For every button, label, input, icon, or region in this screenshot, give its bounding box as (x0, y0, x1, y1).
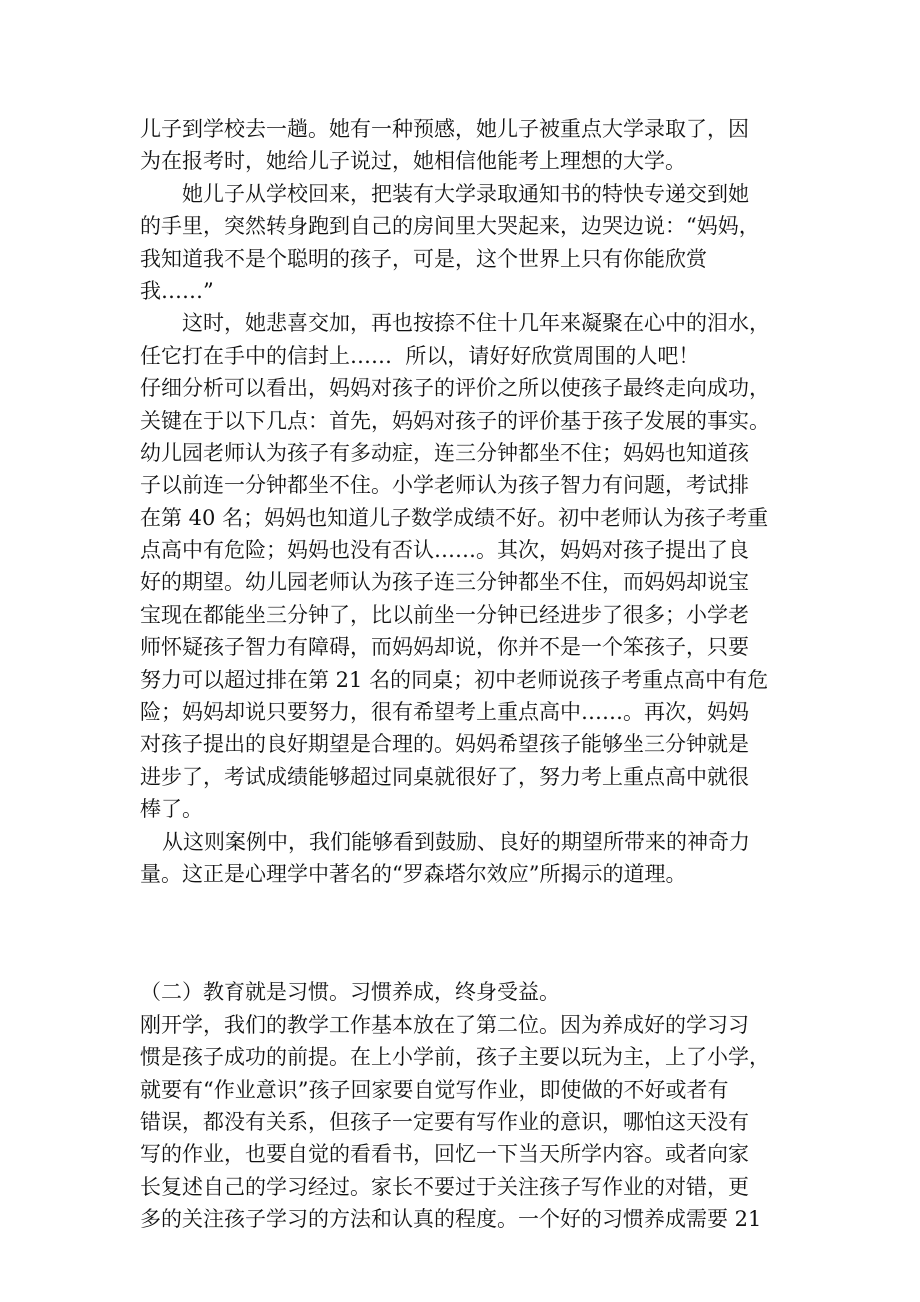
story-line: 我……” (140, 278, 214, 303)
section-line: 多的关注孩子学习的方法和认真的程度。一个好的习惯养成需要 21 (140, 1207, 762, 1232)
analysis-line: 险；妈妈却说只要努力，很有希望考上重点高中……。再次，妈妈 (140, 700, 749, 725)
analysis-line: 宝现在都能坐三分钟了，比以前坐一分钟已经进步了很多；小学老 (140, 602, 749, 627)
document-page (140, 113, 790, 1236)
story-line: 的手里，突然转身跑到自己的房间里大哭起来，边哭边说：“妈妈， (140, 214, 760, 239)
analysis-line: 努力可以超过排在第 21 名的同桌；初中老师说孩子考重点高中有危 (140, 667, 769, 692)
analysis-line: 好的期望。幼儿园老师认为孩子连三分钟都坐不住，而妈妈却说宝 (140, 570, 749, 595)
analysis-line: 进步了，考试成绩能够超过同桌就很好了，努力考上重点高中就很 (140, 764, 749, 789)
section-spacer (140, 890, 790, 976)
story-line: 儿子到学校去一趟。她有一种预感，她儿子被重点大学录取了，因 (140, 117, 749, 141)
analysis-line: 仔细分析可以看出，妈妈对孩子的评价之所以使孩子最终走向成功， (140, 376, 770, 401)
section-line: 错误，都没有关系，但孩子一定要有写作业的意识，哪怕这天没有 (140, 1109, 749, 1134)
section-heading: （二）教育就是习惯。习惯养成，终身受益。 (140, 980, 560, 1005)
story-line: 她儿子从学校回来，把装有大学录取通知书的特快专递交到她 (182, 181, 749, 206)
story-line: 这时，她悲喜交加，再也按捺不住十几年来凝聚在心中的泪水， (182, 311, 770, 336)
section-line: 就要有“作业意识”孩子回家要自觉写作业，即使做的不好或者有 (140, 1077, 729, 1102)
analysis-line: 关键在于以下几点：首先，妈妈对孩子的评价基于孩子发展的事实。 (140, 408, 770, 433)
section-line: 刚开学，我们的教学工作基本放在了第二位。因为养成好的学习习 (140, 1012, 749, 1037)
conclusion-line: 量。这正是心理学中著名的“罗森塔尔效应”所揭示的道理。 (140, 861, 687, 886)
section-line: 惯是孩子成功的前提。在上小学前，孩子主要以玩为主，上了小学， (140, 1045, 770, 1070)
analysis-line: 幼儿园老师认为孩子有多动症，连三分钟都坐不住；妈妈也知道孩 (140, 440, 749, 465)
section-line: 长复述自己的学习经过。家长不要过于关注孩子写作业的对错，更 (140, 1174, 749, 1199)
conclusion-line: 从这则案例中，我们能够看到鼓励、良好的期望所带来的神奇力 (162, 829, 750, 854)
analysis-line: 在第 40 名；妈妈也知道儿子数学成绩不好。初中老师认为孩子考重 (140, 505, 769, 530)
analysis-line: 点高中有危险；妈妈也没有否认……。其次，妈妈对孩子提出了良 (140, 538, 749, 563)
section-line: 写的作业，也要自觉的看看书，回忆一下当天所学内容。或者向家 (140, 1142, 749, 1167)
story-line: 为在报考时，她给儿子说过，她相信他能考上理想的大学。 (140, 149, 686, 174)
analysis-line: 对孩子提出的良好期望是合理的。妈妈希望孩子能够坐三分钟就是 (140, 732, 749, 757)
story-line: 我知道我不是个聪明的孩子，可是，这个世界上只有你能欣赏 (140, 246, 707, 271)
analysis-line: 子以前连一分钟都坐不住。小学老师认为孩子智力有问题，考试排 (140, 473, 749, 498)
story-line: 任它打在手中的信封上…… 所以，请好好欣赏周围的人吧！ (140, 343, 700, 368)
analysis-line: 棒了。 (140, 797, 203, 822)
analysis-line: 师怀疑孩子智力有障碍，而妈妈却说，你并不是一个笨孩子，只要 (140, 635, 749, 660)
